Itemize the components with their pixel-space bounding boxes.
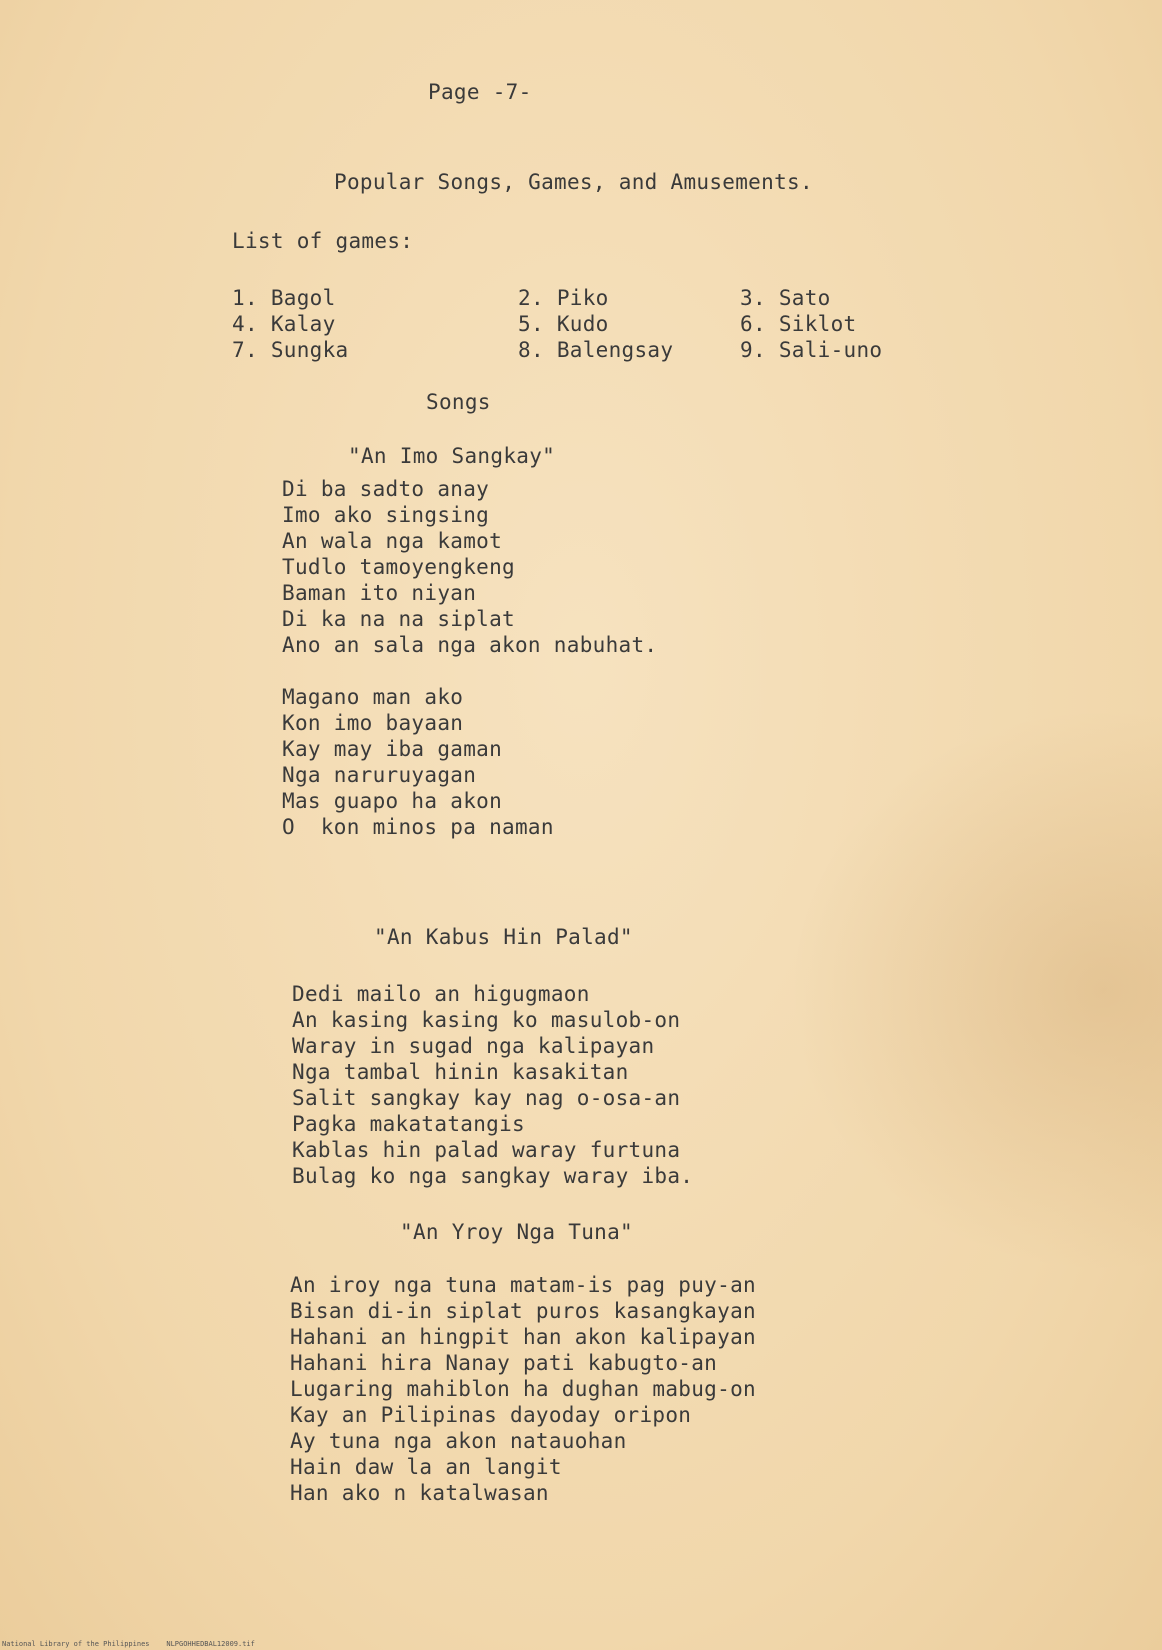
song-line: Ano an sala nga akon nabuhat.	[282, 633, 658, 657]
game-item: 1. Bagol	[232, 286, 336, 310]
song-line: Di ka na na siplat	[282, 607, 515, 631]
song-line: An kasing kasing ko masulob-on	[292, 1008, 681, 1032]
song-line: An wala nga kamot	[282, 529, 503, 553]
song-line: Dedi mailo an higugmaon	[292, 982, 590, 1006]
song-line: Salit sangkay kay nag o-osa-an	[292, 1086, 681, 1110]
game-item: 3. Sato	[740, 286, 831, 310]
songs-heading: Songs	[426, 390, 491, 414]
games-heading: List of games:	[232, 229, 414, 253]
game-item: 5. Kudo	[518, 312, 609, 336]
song-line: Kay an Pilipinas dayoday oripon	[290, 1403, 692, 1427]
song-line: Nga tambal hinin kasakitan	[292, 1060, 629, 1084]
game-item: 9. Sali-uno	[740, 338, 883, 362]
song-title: "An Kabus Hin Palad"	[374, 925, 633, 949]
song-line: Kon imo bayaan	[282, 711, 464, 735]
song-line: Kablas hin palad waray furtuna	[292, 1138, 681, 1162]
song-line: Kay may iba gaman	[282, 737, 503, 761]
song-line: Waray in sugad nga kalipayan	[292, 1034, 655, 1058]
game-item: 6. Siklot	[740, 312, 857, 336]
game-item: 4. Kalay	[232, 312, 336, 336]
scan-footer: National Library of the Philippines NLPGOHHEDBAL12009.tif	[2, 1640, 255, 1648]
main-heading: Popular Songs, Games, and Amusements.	[334, 170, 813, 194]
song-line: Hahani an hingpit han akon kalipayan	[290, 1325, 756, 1349]
song-line: Pagka makatatangis	[292, 1112, 525, 1136]
song-line: Di ba sadto anay	[282, 477, 490, 501]
song-line: Bisan di-in siplat puros kasangkayan	[290, 1299, 756, 1323]
game-item: 2. Piko	[518, 286, 609, 310]
song-line: Baman ito niyan	[282, 581, 477, 605]
game-item: 8. Balengsay	[518, 338, 674, 362]
song-line: An iroy nga tuna matam-is pag puy-an	[290, 1273, 756, 1297]
song-line: Imo ako singsing	[282, 503, 490, 527]
song-line: Nga naruruyagan	[282, 763, 477, 787]
song-line: Ay tuna nga akon natauohan	[290, 1429, 627, 1453]
song-line: Hain daw la an langit	[290, 1455, 562, 1479]
game-item: 7. Sungka	[232, 338, 349, 362]
page-label: Page -7-	[428, 80, 532, 104]
song-title: "An Yroy Nga Tuna"	[400, 1220, 633, 1244]
song-line: O kon minos pa naman	[282, 815, 554, 839]
song-title: "An Imo Sangkay"	[348, 444, 556, 468]
song-line: Lugaring mahiblon ha dughan mabug-on	[290, 1377, 756, 1401]
song-line: Bulag ko nga sangkay waray iba.	[292, 1164, 694, 1188]
song-line: Magano man ako	[282, 685, 464, 709]
song-line: Han ako n katalwasan	[290, 1481, 549, 1505]
song-line: Hahani hira Nanay pati kabugto-an	[290, 1351, 718, 1375]
song-line: Mas guapo ha akon	[282, 789, 503, 813]
song-line: Tudlo tamoyengkeng	[282, 555, 515, 579]
